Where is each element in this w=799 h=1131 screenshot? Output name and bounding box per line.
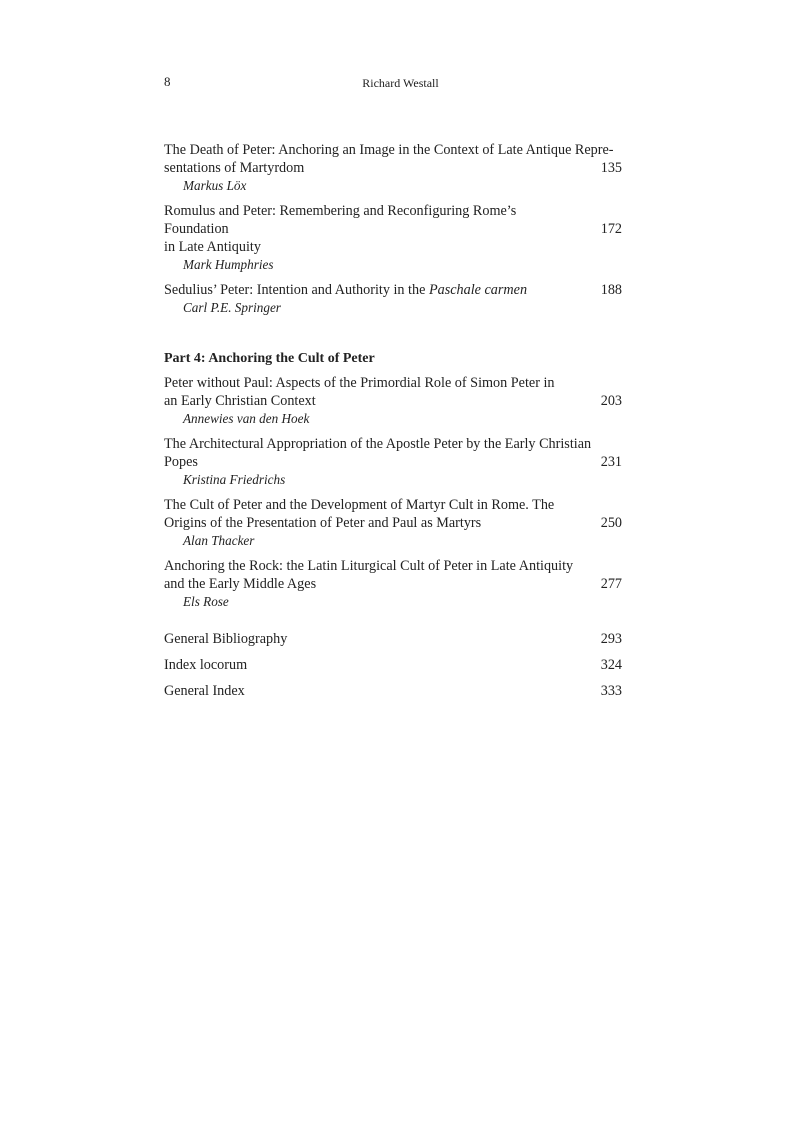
entry-title-line1: Anchoring the Rock: the Latin Liturgical Cult of Peter in Late Antiquity: [164, 558, 574, 574]
toc-entry: [164, 557, 622, 611]
entry-page: 231: [600, 454, 622, 470]
entry-author: Carl P.E. Springer: [183, 300, 281, 315]
back-matter-title: Index locorum: [164, 657, 248, 673]
part-heading: Part 4: Anchoring the Cult of Peter: [164, 351, 375, 366]
entry-title-italic: Paschale carmen: [428, 282, 528, 298]
entry-author: Annewies van den Hoek: [183, 411, 310, 426]
entry-page: 172: [600, 221, 622, 237]
entry-title-line1: Romulus and Peter: Remembering and Reconfiguring Rome’s Foundation: [164, 203, 517, 237]
entry-author: Alan Thacker: [183, 533, 255, 548]
toc-entry: [164, 374, 622, 428]
entry-title-line1: The Architectural Appropriation of the Apostle Peter by the Early Christian: [164, 436, 592, 452]
table-of-contents: [164, 141, 622, 618]
entry-title-line2: Origins of the Presentation of Peter and Paul as Martyrs: [164, 515, 482, 531]
back-matter-item: [164, 682, 622, 708]
entry-author: Mark Humphries: [183, 257, 274, 272]
entry-title-line2: and the Early Middle Ages: [164, 576, 317, 592]
back-matter-page: 324: [600, 657, 622, 673]
entry-title-line2: an Early Christian Context: [164, 393, 316, 409]
back-matter-item: [164, 656, 622, 682]
entry-author: Markus Löx: [183, 178, 247, 193]
entry-title-text: Sedulius’ Peter: Intention and Authority in the: [164, 282, 429, 298]
back-matter-title: General Bibliography: [164, 631, 288, 647]
toc-entry: [164, 281, 622, 317]
entry-page: 188: [600, 282, 622, 298]
toc-entry: [164, 435, 622, 489]
entry-title-line1: The Cult of Peter and the Development of Martyr Cult in Rome. The: [164, 497, 555, 513]
entry-author: Kristina Friedrichs: [183, 472, 286, 487]
toc-entry: [164, 202, 622, 274]
back-matter-title: General Index: [164, 683, 245, 699]
entry-title-line2: sentations of Martyrdom: [164, 160, 305, 176]
entry-title-line2: in Late Antiquity: [164, 239, 261, 255]
back-matter-list: [164, 630, 622, 708]
entry-page: 277: [600, 576, 622, 592]
entry-title-line1: The Death of Peter: Anchoring an Image in the Context of Late Antique Repre-: [164, 142, 614, 158]
back-matter-page: 293: [600, 631, 622, 647]
entry-title-line2: Popes: [164, 454, 198, 470]
back-matter-page: 333: [600, 683, 622, 699]
entry-author: Els Rose: [183, 594, 229, 609]
page-number: 8: [164, 74, 171, 89]
entry-title: [164, 281, 622, 299]
entry-page: 250: [600, 515, 622, 531]
toc-entry: [164, 496, 622, 550]
entry-page: 135: [600, 160, 622, 176]
entry-title-line1: Peter without Paul: Aspects of the Primordial Role of Simon Peter in: [164, 375, 555, 391]
back-matter-item: [164, 630, 622, 656]
entry-page: 203: [600, 393, 622, 409]
toc-entry: [164, 141, 622, 195]
running-head: Richard Westall: [362, 76, 439, 90]
